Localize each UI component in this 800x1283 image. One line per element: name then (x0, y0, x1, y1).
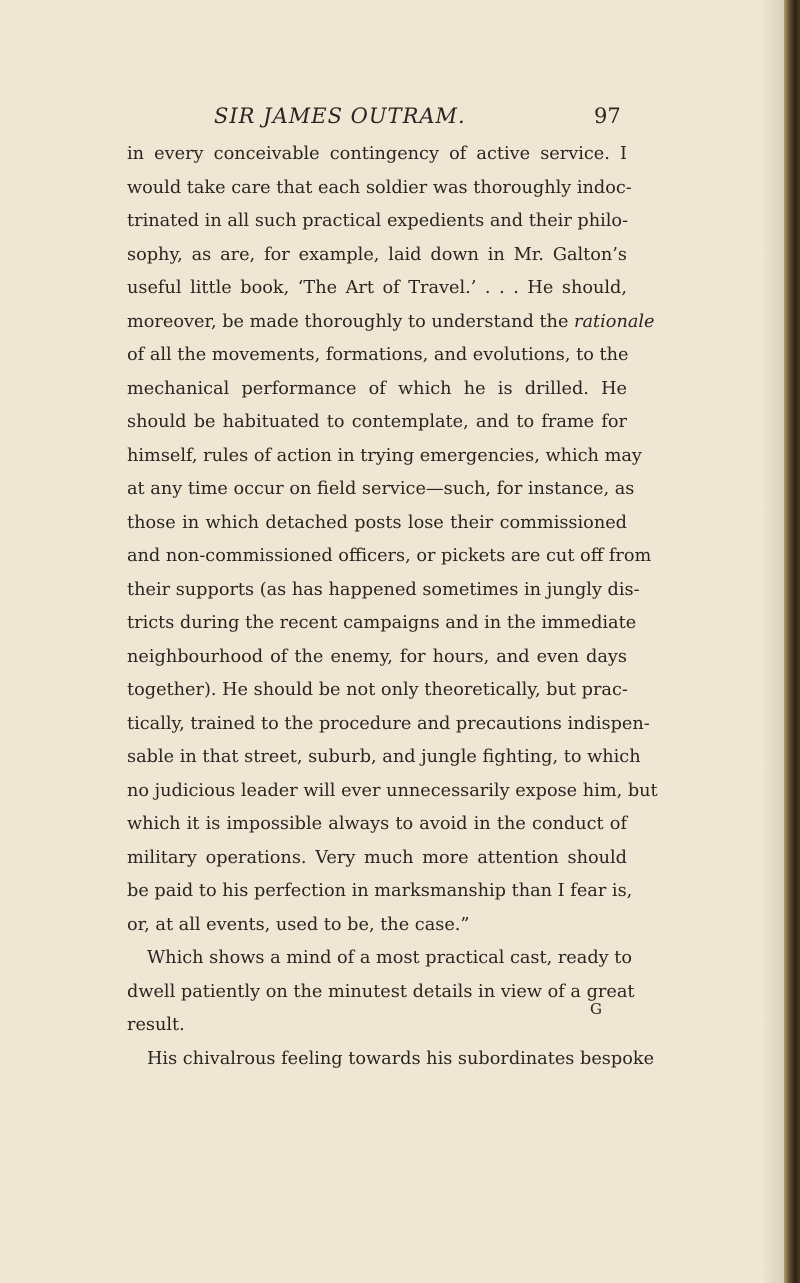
text-line: military operations. Very much more attention should (127, 847, 627, 868)
text-segment: moreover, be made thoroughly to understand the (127, 311, 569, 332)
text-line: himself, rules of action in trying emergencies, which may (127, 445, 642, 466)
text-line: tically, trained to the procedure and precautions indispen- (127, 713, 650, 734)
text-line: and non-commissioned officers, or pickets are cut off from (127, 546, 652, 566)
page-header (0, 104, 760, 140)
text-line: useful little book, ‘The Art of Travel.’ . . . He should, (127, 278, 627, 298)
signature-mark: G (590, 1000, 602, 1018)
text-line: those in which detached posts lose their commissioned (127, 512, 627, 533)
body-text (127, 138, 658, 1076)
text-line: which it is impossible always to avoid in the conduct of (127, 814, 627, 834)
book-spine (784, 0, 800, 1283)
text-line: no judicious leader will ever unnecessarily expose him, but (127, 780, 658, 801)
text-line: mechanical performance of which he is drilled. He (127, 378, 627, 399)
text-line: together). He should be not only theoretically, but prac- (127, 680, 628, 700)
text-line: or, at all events, used to be, the case.” (127, 914, 470, 935)
text-line: trinated in all such practical expedients and their philo- (127, 211, 629, 231)
page-number: 97 (594, 104, 621, 128)
text-line: result. (127, 1015, 185, 1035)
text-line: their supports (as has happened sometimes in jungly dis- (127, 579, 640, 600)
text-line: should be habituated to contemplate, and to frame for (127, 412, 627, 432)
spine-shadow (762, 0, 784, 1283)
text-line: dwell patiently on the minutest details in view of a great (127, 981, 635, 1002)
text-line: Which shows a mind of a most practical cast, ready to (147, 948, 633, 968)
text-line: neighbourhood of the enemy, for hours, and even days (127, 646, 627, 667)
running-head: SIR JAMES OUTRAM. (214, 104, 466, 128)
text-line: be paid to his perfection in marksmanship than I fear is, (127, 881, 633, 901)
text-line-with-italic (127, 306, 655, 340)
text-line: in every conceivable contingency of active service. I (127, 144, 627, 164)
text-line: at any time occur on field service—such, for instance, as (127, 479, 635, 499)
text-line: tricts during the recent campaigns and in the immediate (127, 613, 637, 633)
text-line: sable in that street, suburb, and jungle fighting, to which (127, 747, 641, 767)
text-line: of all the movements, formations, and evolutions, to the (127, 345, 629, 365)
text-line: His chivalrous feeling towards his subordinates bespoke (147, 1048, 655, 1069)
text-line: sophy, as are, for example, laid down in Mr. Galton’s (127, 244, 627, 265)
italic-word: rationale (574, 311, 655, 332)
text-line: would take care that each soldier was thoroughly indoc- (127, 177, 632, 198)
